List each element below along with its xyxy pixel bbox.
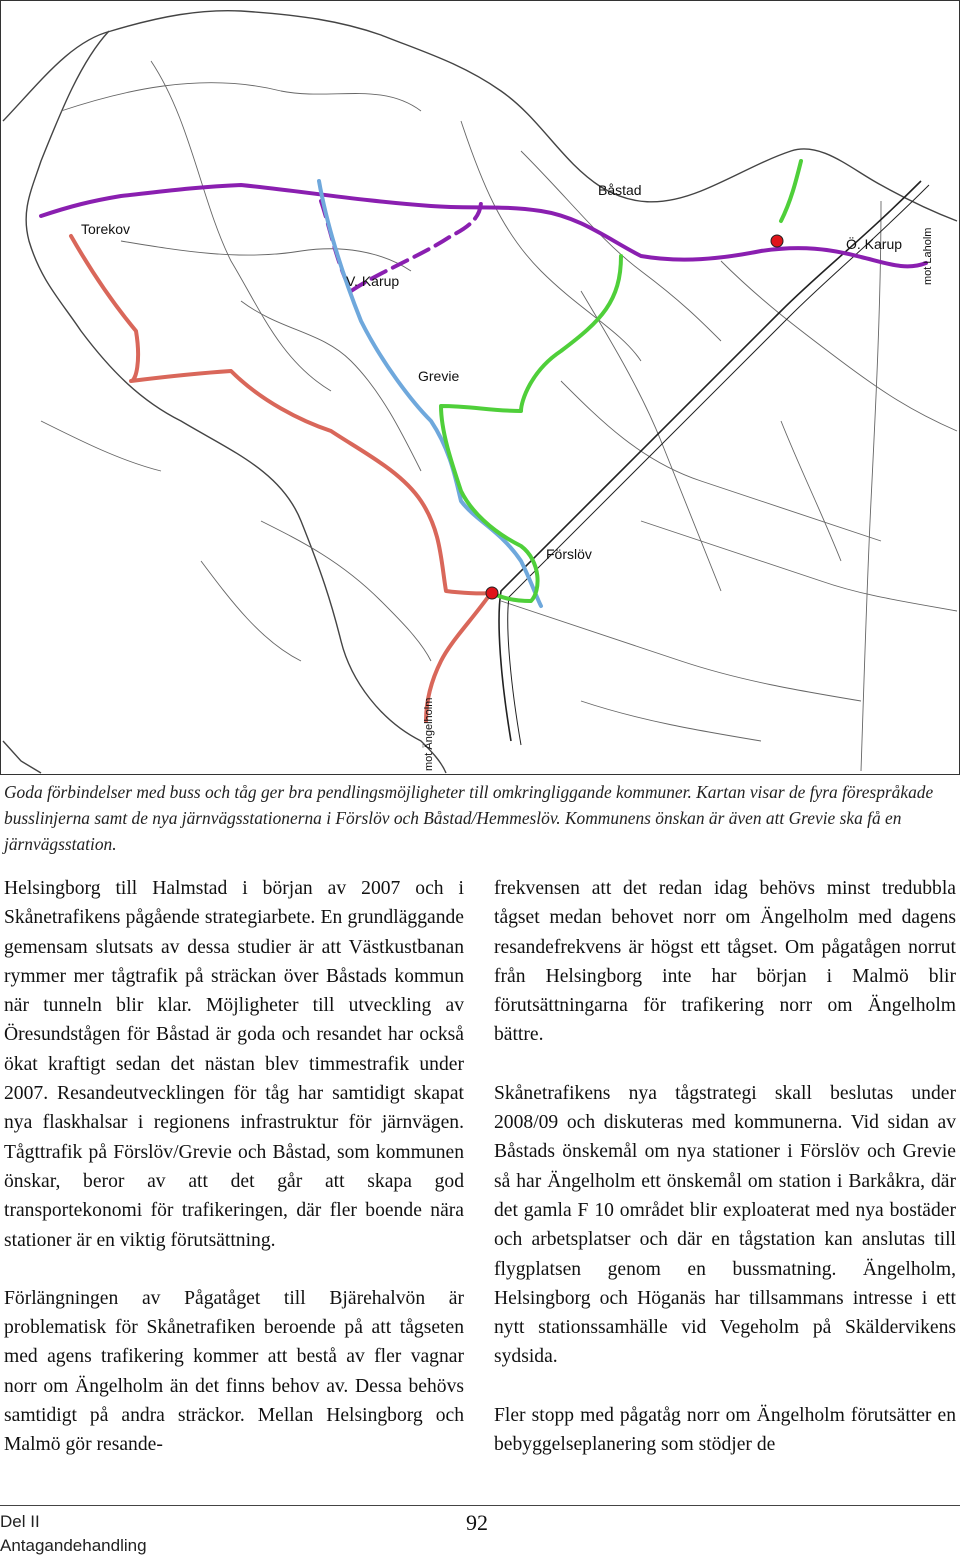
red-bus-line [71,236,491,721]
footer-document-label: Antagandehandling [0,1536,147,1555]
place-label-v-karup: V. Karup [346,273,400,289]
footer-divider [0,1505,960,1506]
green-bus-line [441,161,801,601]
paragraph: frekvensen att det redan idag behövs minst tredubbla tågset medan behovet norr om Ängelholm med dagens resandefrekvens är högst ett tågset. Om pågatågen norrut från Helsingborg inte har början i Malmö blir förutsättningarna för trafikering norr om Ängelholm bättre. [494,878,956,1046]
paragraph: Helsingborg till Halmstad i början av 2007 och i Skånetrafikens pågående strategiarbete. En grundläggande gemensam slutsats av dessa studier är att Västkustbanan rymmer mer tågtrafik på sträckan över Båstads kommun när tunneln blir klar. Möjligheter till utveckling av Öresundstågen för Båstad är goda och resandet har också ökat kraftigt sedan det nästan blev timmestrafik under 2007. Resandeutvecklingen för tåg har samtidigt skapat nya flaskhalsar i regionens infrastruktur för järnvägen. Tågttrafik på Förslöv/Grevie och Båstad, som kommunen önskar, beror av att det går att skapa god transportekonomi för trafikeringen, där fler boende nära stationer är en viktig förutsättning. [4,878,464,1251]
paragraph: Fler stopp med pågatåg norr om Ängelholm förutsätter en bebyggelseplanering som stödjer de [494,1404,956,1456]
text-column-right [494,874,956,1459]
blue-bus-line [319,181,541,606]
coastline [3,11,957,773]
place-label-mot-angelholm: mot Ängelholm [423,697,435,771]
station-forslov [486,587,498,599]
place-label-o-karup: Ö. Karup [846,236,903,252]
purple-bus-line [41,185,926,266]
road-network [41,61,957,771]
text-column-left [4,874,464,1460]
page-number: 92 [466,1510,488,1535]
place-label-mot-laholm: mot Laholm [922,227,934,285]
paragraph: Skånetrafikens nya tågstrategi skall beslutas under 2008/09 och diskuteras med kommunerna. Vid sidan av Båstads önskemål om nya stationer i Förslöv och Grevie så har Ängelholm ett önskemål om station i Barkåkra, där det gamla F 10 området blir exploaterat med nya bostäder och arbetsplatser och där en tågstation kan anslutas till flygplatsen genom en bussmatning. Ängelholm, Helsingborg och Höganäs har tillsammans intresse i ett nytt stationssamhälle vid Vegeholm på Skäldervikens sydsida. [494,1082,956,1368]
map-caption: Goda förbindelser med buss och tåg ger bra pendlingsmöjligheter till omkringliggande kommuner. Kartan visar de fyra förespråkade busslinjerna samt de nya järnvägsstationerna i Förslöv och Båstad/Hemmeslöv. Kommunens önskan är även att Grevie ska få en järnvägsstation. [4,782,934,854]
route-map [0,0,960,775]
bus-lines [41,161,926,721]
place-label-grevie: Grevie [418,368,460,384]
place-label-torekov: Torekov [81,221,131,237]
station-bastad [771,235,783,247]
paragraph: Förlängningen av Pågatåget till Bjärehalvön är problematisk för Skånetrafiken beroende på att tågseten med agens trafikering kommer att bestå av fler vagnar norr om Ängelholm än det finns behov av. Dessa behövs samtidigt på andra sträckor. Mellan Helsingborg och Malmö gör resande- [4,1287,464,1456]
place-label-forslov: Förslöv [546,546,592,562]
map-graphic [1,1,959,774]
place-label-bastad: Båstad [598,182,642,198]
footer-part-label: Del II [0,1512,40,1531]
